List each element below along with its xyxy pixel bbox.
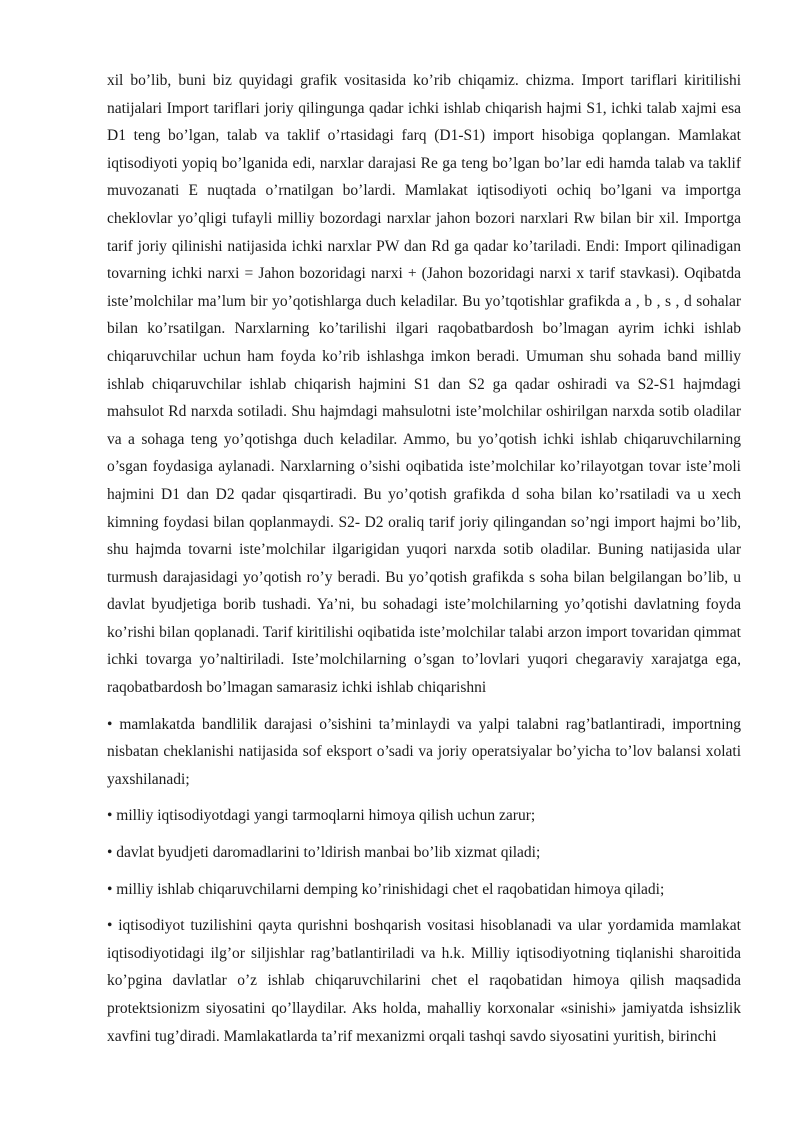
bullet-item-new-industries: • milliy iqtisodiyotdagi yangi tarmoqlarni himoya qilish uchun zarur; [107,807,536,825]
bullet-item-restructuring: • iqtisodiyot tuzilishini qayta qurishni boshqarish vositasi hisoblanadi va ular yordamida mamlakat iqtisodiyotidagi ilg’or siljishlar rag’batlantiriladi va h.k. Milliy iqtisodiyotning tiqlanishi sharoitida ko’pgina davlatlar o’z ishlab chiqaruvchilarini chet el raqobatidan himoya qilish maqsadida protektsionizm siyosatini qo’llaydilar. Aks holda, mahalliy korxonalar «sinishi» jamiyatda ishsizlik xavfini tug’diradi. Mamlakatlarda ta’rif mexanizmi orqali tashqi savdo siyosatini yuritish, birinchi [107,917,741,1045]
bullet-item-dumping: • milliy ishlab chiqaruvchilarni demping ko’rinishidagi chet el raqobatidan himoya qiladi; [107,880,665,898]
bullet-list [107,711,741,1051]
bullet-item-budget: • davlat byudjeti daromadlarini to’ldirish manbai bo’lib xizmat qiladi; [107,844,541,862]
main-paragraph: xil bo’lib, buni biz quyidagi grafik vositasida ko’rib chiqamiz. chizma. Import tariflari kiritilishi natijalari Import tariflari joriy qilingunga qadar ichki ishlab chiqarish hajmi S1, ichki talab xajmi esa D1 teng bo’lgan, talab va taklif o’rtasidagi farq (D1-S1) import hisobiga qoplangan. Mamlakat iqtisodiyoti yopiq bo’lganida edi, narxlar darajasi Re ga teng bo’lgan bo’lar edi hamda talab va taklif muvozanati E nuqtada o’rnatilgan bo’lardi. Mamlakat iqtisodiyoti ochiq bo’lgani va importga cheklovlar yo’qligi tufayli milliy bozordagi narxlar jahon bozori narxlari Rw bilan bir xil. Importga tarif joriy qilinishi natijasida ichki narxlar PW dan Rd ga qadar ko’tariladi. Endi: Import qilinadigan tovarning ichki narxi = Jahon bozoridagi narxi + (Jahon bozoridagi narxi x tarif stavkasi). Oqibatda iste’molchilar ma’lum bir yo’qotishlarga duch keladilar. Bu yo’tqotishlar grafikda a , b , s , d sohalar bilan ko’rsatilgan. Narxlarning ko’tarilishi ilgari raqobatbardosh bo’lmagan ayrim ichki ishlab chiqaruvchilar uchun ham foyda ko’rib ishlashga imkon beradi. Umuman shu sohada band milliy ishlab chiqaruvchilar ishlab chiqarish hajmini S1 dan S2 ga qadar oshiradi va S2-S1 hajmdagi mahsulot Rd narxda sotiladi. Shu hajmdagi mahsulotni iste’molchilar oshirilgan narxda sotib oladilar va a sohaga teng yo’qotishga duch keladilar. Ammo, bu yo’qotish ichki ishlab chiqaruvchilarning o’sgan foydasiga aylanadi. Narxlarning o’sishi oqibatida iste’molchilar ko’rilayotgan tovar iste’moli hajmini D1 dan D2 qadar qisqartiradi. Bu yo’qotish grafikda d soha bilan ko’rsatiladi va u xech kimning foydasi bilan qoplanmaydi. S2- D2 oraliq tarif joriy qilingandan so’ngi import hajmi bo’lib, shu hajmda tovarni iste’molchilar ilgarigidan yuqori narxda sotib oladilar. Buning natijasida ular turmush darajasidagi yo’qotish ro’y beradi. Bu yo’qotish grafikda s soha bilan belgilangan bo’lib, u davlat byudjetiga borib tushadi. Ya’ni, bu sohadagi iste’molchilarning yo’qotishi davlatning foyda ko’rishi bilan qoplanadi. Tarif kiritilishi oqibatida iste’molchilar talabi arzon import tovaridan qimmat ichki tovarga yo’naltiriladi. Iste’molchilarning o’sgan to’lovlari yuqori chegaraviy xarajatga ega, raqobatbardosh bo’lmagan samarasiz ichki ishlab chiqarishni [107,72,741,697]
document-page [107,67,741,1050]
bullet-item-employment: • mamlakatda bandlilik darajasi o’sishini ta’minlaydi va yalpi talabni rag’batlantiradi, importning nisbatan cheklanishi natijasida sof eksport o’sadi va joriy operatsiyalar bo’yicha to’lov balansi xolati yaxshilanadi; [107,715,741,788]
